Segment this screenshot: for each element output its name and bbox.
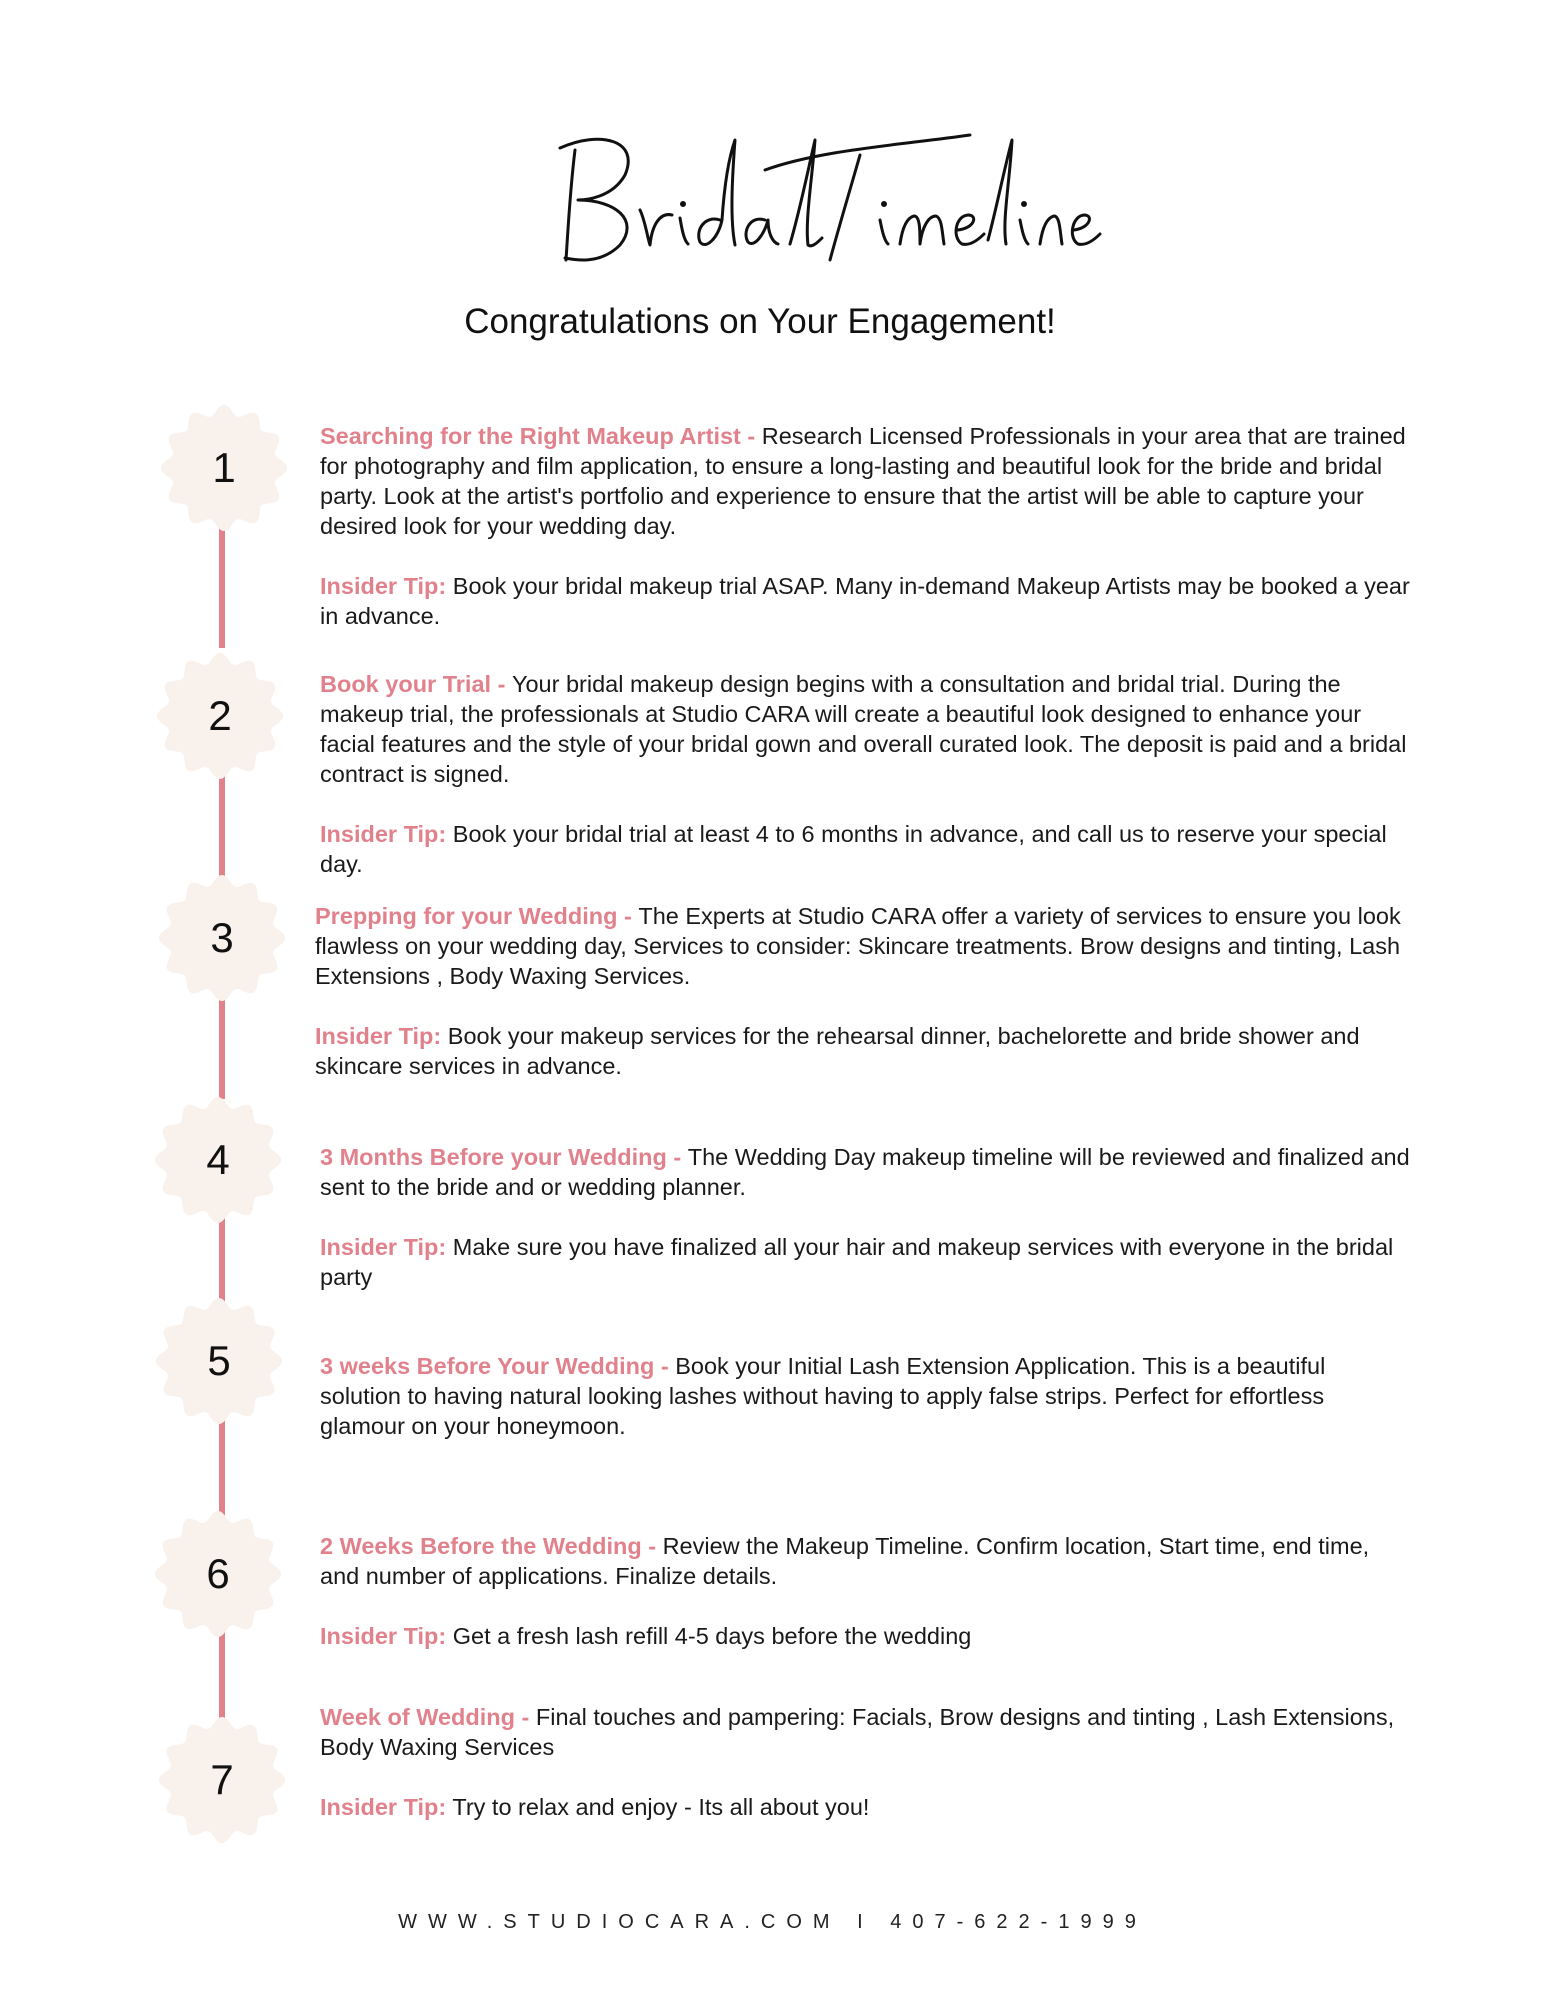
tip-label: Insider Tip: xyxy=(320,573,447,599)
tip-label: Insider Tip: xyxy=(320,1794,447,1820)
tip-label: Insider Tip: xyxy=(320,1623,447,1649)
tip-label: Insider Tip: xyxy=(320,821,447,847)
step-heading: 2 Weeks Before the Wedding - xyxy=(320,1533,663,1559)
step-number: 4 xyxy=(206,1136,230,1183)
step-heading: 3 weeks Before Your Wedding - xyxy=(320,1353,676,1379)
step-body: Review the Makeup Timeline. Confirm location, Start time, end time, and number of applications. Finalize details. xyxy=(320,1533,1370,1589)
step-description xyxy=(320,421,1410,541)
step-body: The Wedding Day makeup timeline will be reviewed and finalized and sent to the bride and or wedding planner. xyxy=(320,1144,1410,1200)
step-number: 3 xyxy=(210,914,234,961)
step-number: 6 xyxy=(206,1550,230,1597)
step-number: 1 xyxy=(212,444,236,491)
script-title-artwork xyxy=(0,120,1545,280)
step-badge-2 xyxy=(154,650,286,782)
step-heading: Book your Trial - xyxy=(320,671,512,697)
step-5 xyxy=(320,1351,1410,1441)
insider-tip xyxy=(320,1232,1410,1292)
timeline-connector xyxy=(219,1630,225,1720)
step-1 xyxy=(320,421,1410,631)
insider-tip xyxy=(320,819,1410,879)
step-description xyxy=(315,901,1405,991)
step-badge-1 xyxy=(158,402,290,534)
timeline-connector xyxy=(219,1418,225,1516)
tip-text: Book your bridal trial at least 4 to 6 months in advance, and call us to reserve your special day. xyxy=(320,821,1387,877)
step-body: Your bridal makeup design begins with a consultation and bridal trial. During the makeup trial, the professionals at Studio CARA will create a beautiful look designed to enhance your facial features and the style of your bridal gown and overall curated look. The deposit is paid and a bridal contract is signed. xyxy=(320,671,1407,787)
insider-tip xyxy=(320,571,1410,631)
tip-label: Insider Tip: xyxy=(320,1234,447,1260)
insider-tip xyxy=(320,1621,1410,1651)
step-3 xyxy=(315,901,1405,1081)
step-body: Research Licensed Professionals in your area that are trained for photography and film application, to ensure a long-lasting and beautiful look for the bride and bridal party. Look at the artist's portfolio and experience to ensure that the artist will be able to capture your desired look for your wedding day. xyxy=(320,423,1406,539)
step-number: 5 xyxy=(207,1337,231,1384)
step-badge-6 xyxy=(152,1508,284,1640)
insider-tip xyxy=(320,1792,1410,1822)
tip-text: Book your bridal makeup trial ASAP. Many in-demand Makeup Artists may be booked a year in advance. xyxy=(320,573,1410,629)
tip-text: Get a fresh lash refill 4-5 days before the wedding xyxy=(446,1623,972,1649)
tip-text: Try to relax and enjoy - Its all about you! xyxy=(446,1794,870,1820)
footer-contact: WWW.STUDIOCARA.COM I 407-622-1999 xyxy=(398,1911,1147,1933)
timeline-connector xyxy=(219,528,225,648)
step-description xyxy=(320,1351,1410,1441)
step-6 xyxy=(320,1531,1410,1651)
step-heading: 3 Months Before your Wedding - xyxy=(320,1144,688,1170)
subtitle: Congratulations on Your Engagement! xyxy=(464,302,1056,341)
step-heading: Searching for the Right Makeup Artist - xyxy=(320,423,762,449)
tip-text: Make sure you have finalized all your hair and makeup services with everyone in the bridal party xyxy=(320,1234,1394,1290)
tip-text: Book your makeup services for the rehearsal dinner, bachelorette and bride shower and skincare services in advance. xyxy=(315,1023,1360,1079)
step-badge-4 xyxy=(152,1094,284,1226)
step-badge-7 xyxy=(156,1714,288,1846)
page-title xyxy=(0,120,1545,280)
step-2 xyxy=(320,669,1410,879)
step-number: 2 xyxy=(208,692,232,739)
step-7 xyxy=(320,1702,1410,1822)
timeline-connector xyxy=(219,997,225,1099)
step-description xyxy=(320,1702,1410,1762)
step-badge-5 xyxy=(153,1295,285,1427)
timeline-connector xyxy=(219,775,225,877)
step-body: Book your Initial Lash Extension Application. This is a beautiful solution to having natural looking lashes without having to apply false strips. Perfect for effortless glamour on your honeymoon. xyxy=(320,1353,1326,1439)
step-heading: Week of Wedding - xyxy=(320,1704,536,1730)
step-badge-3 xyxy=(156,872,288,1004)
step-description xyxy=(320,1142,1410,1202)
step-4 xyxy=(320,1142,1410,1292)
step-body: The Experts at Studio CARA offer a variety of services to ensure you look flawless on your wedding day, Services to consider: Skincare treatments. Brow designs and tinting, Lash Extensions , Body Waxing Services. xyxy=(315,903,1401,989)
step-number: 7 xyxy=(210,1756,234,1803)
step-heading: Prepping for your Wedding - xyxy=(315,903,639,929)
insider-tip xyxy=(315,1021,1405,1081)
step-description xyxy=(320,1531,1410,1591)
step-body: Final touches and pampering: Facials, Brow designs and tinting , Lash Extensions, Body Waxing Services xyxy=(320,1704,1395,1760)
step-description xyxy=(320,669,1410,789)
tip-label: Insider Tip: xyxy=(315,1023,442,1049)
